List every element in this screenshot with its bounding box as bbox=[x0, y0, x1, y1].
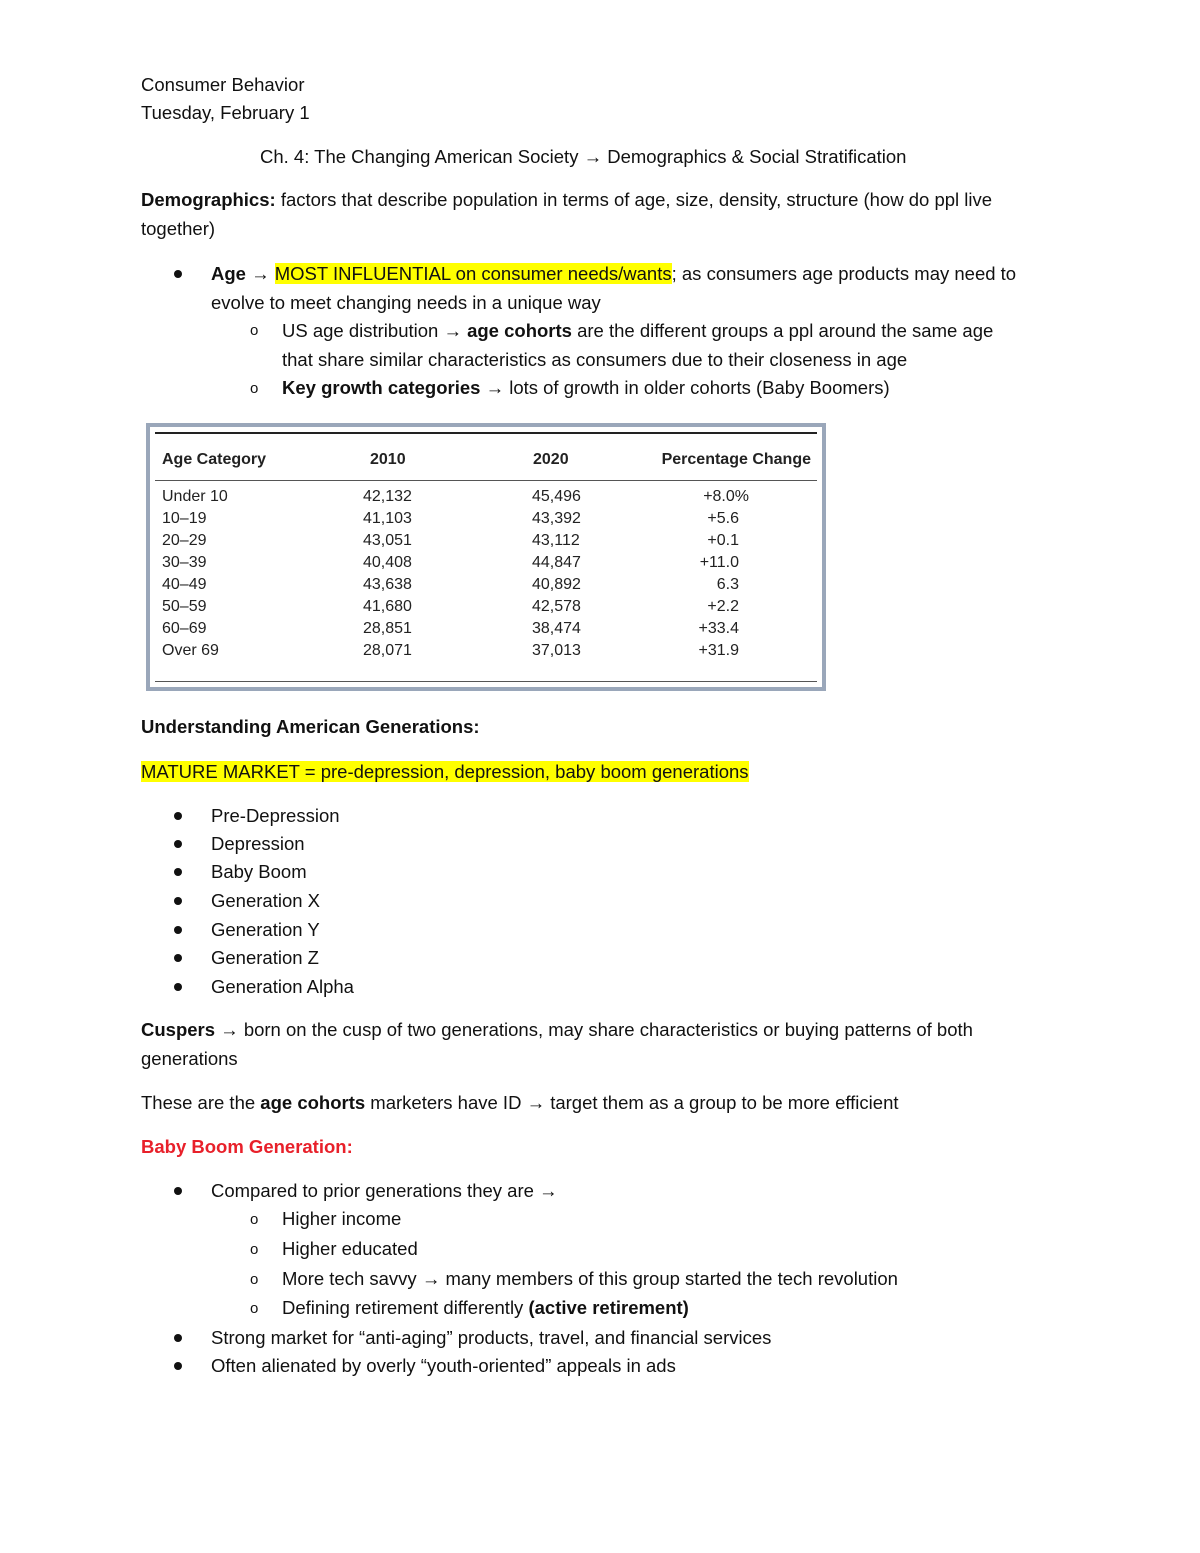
table-cell: 40–49 bbox=[162, 576, 207, 593]
baby-boom-bullet: Often alienated by overly “youth-oriented” appeals in ads bbox=[211, 1355, 676, 1376]
cuspers-definition: Cuspers → born on the cusp of two generations, may share characteristics or buying patterns of both generations bbox=[141, 1019, 973, 1069]
table-header: Age Category bbox=[162, 451, 267, 468]
table-body bbox=[155, 432, 817, 682]
demographics-definition: Demographics: factors that describe population in terms of age, size, density, structure (how do ppl live together) bbox=[141, 189, 993, 239]
table-cell: 37,013 bbox=[532, 642, 581, 659]
sub-bullet-icon: o bbox=[250, 380, 259, 397]
bullet-icon bbox=[174, 1362, 182, 1370]
table-cell: +2.2 bbox=[707, 598, 739, 615]
table-cell: +0.1 bbox=[707, 532, 739, 549]
arrow-icon: → bbox=[443, 320, 462, 341]
age-bullet: Age → MOST INFLUENTIAL on consumer needs/wants; as consumers age products may need to evolve to meet changing needs in a unique way bbox=[211, 263, 1017, 313]
baby-boom-bullet: Strong market for “anti-aging” products, travel, and financial services bbox=[211, 1327, 772, 1348]
table-cell: 43,392 bbox=[532, 510, 581, 527]
baby-boom-heading: Baby Boom Generation: bbox=[141, 1136, 353, 1157]
divider bbox=[155, 681, 817, 682]
table-cell: +31.9 bbox=[698, 642, 739, 659]
arrow-icon: → bbox=[220, 1019, 239, 1040]
sub-bullet-icon: o bbox=[250, 1241, 259, 1258]
table-cell: +33.4 bbox=[698, 620, 739, 637]
table-cell: 42,132 bbox=[363, 488, 412, 505]
bullet-icon bbox=[174, 270, 182, 278]
bullet-icon bbox=[174, 868, 182, 876]
bullet-icon bbox=[174, 840, 182, 848]
divider bbox=[155, 480, 817, 481]
age-sub-bullet-1: US age distribution → age cohorts are the different groups a ppl around the same age that share similar characteristics as consumers due to their closeness in age bbox=[282, 320, 994, 370]
bullet-icon bbox=[174, 1187, 182, 1195]
table-cell: 42,578 bbox=[532, 598, 581, 615]
table-cell: Over 69 bbox=[162, 642, 219, 659]
bullet-icon bbox=[174, 926, 182, 934]
sub-bullet-icon: o bbox=[250, 1300, 259, 1317]
table-cell: 50–59 bbox=[162, 598, 207, 615]
list-item: Generation Z bbox=[211, 947, 319, 968]
table-cell: 41,103 bbox=[363, 510, 412, 527]
list-item: Depression bbox=[211, 833, 305, 854]
sub-bullet-icon: o bbox=[250, 322, 259, 339]
table-cell: Under 10 bbox=[162, 488, 228, 505]
sub-list-item: Defining retirement differently (active retirement) bbox=[282, 1297, 689, 1318]
table-cell: 10–19 bbox=[162, 510, 207, 527]
age-cohorts-line: These are the age cohorts marketers have ID → target them as a group to be more efficient bbox=[141, 1092, 899, 1113]
sub-list-item: Higher income bbox=[282, 1208, 402, 1229]
bullet-icon bbox=[174, 1334, 182, 1342]
arrow-icon: → bbox=[539, 1180, 558, 1201]
table-cell: 28,851 bbox=[363, 620, 412, 637]
sub-list-item: Higher educated bbox=[282, 1238, 418, 1259]
list-item: Generation Y bbox=[211, 919, 320, 940]
table-cell: 43,112 bbox=[532, 532, 580, 549]
course-title: Consumer Behavior bbox=[141, 74, 305, 95]
bullet-icon bbox=[174, 983, 182, 991]
bullet-icon bbox=[174, 897, 182, 905]
arrow-icon: → bbox=[526, 1092, 546, 1113]
date-line: Tuesday, February 1 bbox=[141, 102, 310, 123]
list-item: Generation Alpha bbox=[211, 976, 354, 997]
table-cell: 44,847 bbox=[532, 554, 581, 571]
table-cell: 20–29 bbox=[162, 532, 207, 549]
sub-bullet-icon: o bbox=[250, 1271, 259, 1288]
table-header: 2010 bbox=[370, 451, 406, 468]
bullet-icon bbox=[174, 954, 182, 962]
arrow-icon: → bbox=[485, 377, 505, 398]
table-cell: 43,051 bbox=[363, 532, 412, 549]
list-item: Pre-Depression bbox=[211, 805, 340, 826]
highlight: MOST INFLUENTIAL on consumer needs/wants bbox=[274, 263, 672, 284]
chapter-heading: Ch. 4: The Changing American Society → Demographics & Social Stratification bbox=[260, 146, 907, 167]
arrow-icon: → bbox=[583, 146, 603, 167]
arrow-icon: → bbox=[251, 263, 270, 284]
age-sub-bullet-2: Key growth categories → lots of growth in older cohorts (Baby Boomers) bbox=[282, 377, 890, 398]
table-cell: 40,892 bbox=[532, 576, 581, 593]
table-cell: 6.3 bbox=[716, 576, 739, 593]
table-cell: +8.0% bbox=[703, 488, 749, 505]
table-cell: 43,638 bbox=[363, 576, 412, 593]
sub-bullet-icon: o bbox=[250, 1211, 259, 1228]
generations-heading: Understanding American Generations: bbox=[141, 716, 480, 737]
table-cell: 60–69 bbox=[162, 620, 207, 637]
table-cell: 45,496 bbox=[532, 488, 581, 505]
table-cell: 38,474 bbox=[532, 620, 581, 637]
table-header: Percentage Change bbox=[661, 451, 811, 468]
table-cell: +11.0 bbox=[699, 554, 739, 571]
table-header: 2020 bbox=[533, 451, 569, 468]
list-item: Generation X bbox=[211, 890, 321, 911]
age-distribution-table bbox=[146, 423, 826, 691]
table-cell: 41,680 bbox=[363, 598, 412, 615]
sub-list-item: More tech savvy → many members of this group started the tech revolution bbox=[282, 1268, 898, 1289]
table-cell: 40,408 bbox=[363, 554, 412, 571]
mature-market-line bbox=[141, 760, 749, 784]
bullet-icon bbox=[174, 812, 182, 820]
baby-boom-bullet: Compared to prior generations they are → bbox=[211, 1180, 558, 1201]
highlight: MATURE MARKET = pre-depression, depression, baby boom generations bbox=[141, 761, 749, 782]
arrow-icon: → bbox=[421, 1268, 441, 1289]
table-cell: 28,071 bbox=[363, 642, 412, 659]
list-item: Baby Boom bbox=[211, 861, 307, 882]
table-cell: +5.6 bbox=[707, 510, 739, 527]
table-cell: 30–39 bbox=[162, 554, 207, 571]
